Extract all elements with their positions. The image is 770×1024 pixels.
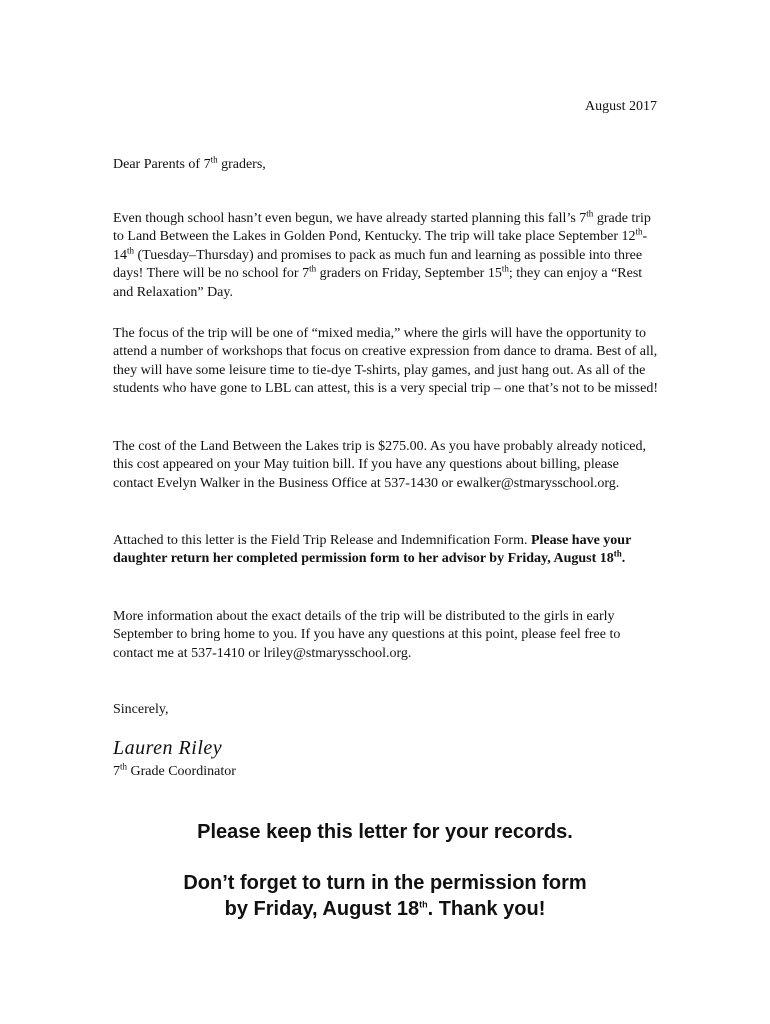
sig-title-text-end: Grade Coordinator	[127, 764, 236, 779]
signature: Lauren Riley	[113, 737, 223, 759]
paragraph-permission-form	[113, 532, 660, 569]
p2-text: The focus of the trip will be one of “mixed media,” where the girls will have the opportunity to attend a number of workshops that focus on creative expression from dance to drama. Best of all, they will have some leisure time to tie-dye T-shirts, play games, and just hang out. As all of the students who have gone to LBL can attest, this is a very special trip – one that’s not to be missed!	[113, 326, 658, 397]
letter-date: August 2017	[585, 99, 657, 114]
p1-sup-b: th	[635, 226, 643, 237]
p1-sup-c: th	[127, 245, 135, 256]
salutation-sup: th	[210, 154, 218, 165]
sig-title-sup: th	[120, 761, 128, 772]
p1-text-c: -14	[113, 229, 648, 263]
salutation-text: Dear Parents of 7	[113, 157, 211, 172]
notice-line3-end: . Thank you!	[427, 898, 546, 920]
p1-text-f: ; they can enjoy a “Rest and Relaxation” Day.	[113, 266, 643, 300]
p3-text: The cost of the Land Between the Lakes trip is $275.00. As you have probably already noticed, this cost appeared on your May tuition bill. If you have any questions about billing, please contact Evelyn Walker in the Business Office at 537-1430 or ewalker@stmarysschool.org.	[113, 439, 647, 491]
p1-sup-e: th	[501, 263, 509, 274]
paragraph-trip-cost	[113, 438, 660, 493]
p4-bold-sup: th	[613, 548, 622, 559]
p5-text: More information about the exact details of the trip will be distributed to the girls in early September to bring home to you. If you have any questions at this point, please feel free to contact me at 537-1410 or lriley@stmarysschool.org.	[113, 609, 621, 661]
salutation-text-end: graders,	[217, 157, 266, 172]
paragraph-trip-intro	[113, 210, 660, 302]
p4-text: Attached to this letter is the Field Trip Release and Indemnification Form.	[113, 533, 531, 548]
salutation	[113, 154, 266, 173]
p1-sup-d: th	[309, 263, 317, 274]
notice-reminder-line2	[0, 896, 770, 922]
closing: Sincerely,	[113, 702, 169, 717]
signature-title	[113, 761, 236, 780]
p1-text-d: (Tuesday–Thursday) and promises to pack as much fun and learning as possible into three days! There will be no school for 7	[113, 247, 643, 282]
p1-text-e: graders on Friday, September 15	[316, 266, 502, 282]
p1-sup-a: th	[586, 208, 594, 219]
p4-bold-end: .	[621, 551, 626, 567]
p1-text-b: grade trip to Land Between the Lakes in Golden Pond, Kentucky. The trip will take place September 12	[113, 211, 651, 245]
paragraph-more-info	[113, 608, 660, 663]
paragraph-trip-focus	[113, 325, 660, 399]
notice-reminder-line1: Don’t forget to turn in the permission form	[183, 872, 587, 894]
sig-title-text: 7	[113, 764, 120, 779]
notice-keep-letter: Please keep this letter for your records.	[197, 821, 573, 843]
notice-line3-text: by Friday, August 18	[224, 898, 420, 920]
p4-bold-text: Please have your daughter return her completed permission form to her advisor by Friday, August 18	[113, 533, 632, 567]
p1-text-a: Even though school hasn’t even begun, we have already started planning this fall’s 7	[113, 211, 587, 226]
notice-line3-sup: th	[419, 899, 428, 910]
